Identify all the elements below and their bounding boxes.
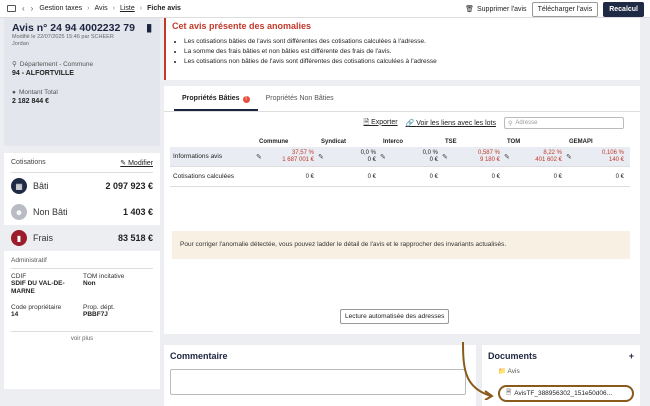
- montant-value: 2 182 844 €: [12, 98, 49, 105]
- lecture-adresses-button[interactable]: Lecture automatisée des adresses: [340, 309, 449, 324]
- edit-pencil-icon[interactable]: ✎: [256, 153, 262, 161]
- export-button[interactable]: 🗎 Exporter: [363, 118, 398, 126]
- file-icon: 🗎: [506, 389, 512, 396]
- breadcrumb-current: Fiche avis: [147, 5, 181, 12]
- column-header: TOM: [507, 138, 521, 145]
- rate: 0,0 %: [422, 149, 438, 156]
- search-placeholder: Adresse: [515, 120, 538, 126]
- cotisations-table: [170, 136, 630, 187]
- address-search-input[interactable]: [504, 117, 624, 129]
- cotisation-value: 83 518 €: [117, 233, 153, 243]
- calc-value: 0 €: [491, 173, 500, 180]
- comment-panel: [164, 345, 476, 406]
- column-header: GEMAPI: [569, 138, 593, 145]
- back-arrow-icon[interactable]: ‹: [22, 4, 25, 13]
- modified-info: Modifié le 22/07/2025 15:46 par SCHEER: [12, 34, 114, 40]
- column-header: Interco: [383, 138, 404, 145]
- cotisation-label: Non Bâti: [33, 207, 68, 217]
- chevron-right-icon: ›: [87, 5, 90, 12]
- building-icon: ▦: [11, 178, 27, 194]
- amount: 140 €: [608, 156, 624, 163]
- rate: 0,0 %: [360, 149, 376, 156]
- cotisation-row-frais: [4, 225, 160, 251]
- cdif-label: CDIF: [11, 273, 27, 280]
- document-icon[interactable]: ▮: [146, 22, 152, 34]
- properties-panel: [164, 86, 640, 334]
- table-row-calculees: [170, 167, 630, 187]
- comment-title: Commentaire: [170, 351, 228, 361]
- sidebar-toggle-icon[interactable]: [7, 5, 16, 12]
- voir-plus-link[interactable]: voir plus: [11, 331, 153, 342]
- edit-pencil-icon[interactable]: ✎: [442, 153, 448, 161]
- download-avis-button[interactable]: Télécharger l'avis: [532, 2, 599, 17]
- breadcrumb-home[interactable]: Gestion taxes: [39, 5, 83, 12]
- modify-label: Modifier: [128, 160, 153, 167]
- file-name: AvisTF_388956302_151e50d06...: [514, 390, 613, 397]
- row-label: Cotisations calculées: [173, 173, 235, 180]
- anomaly-item: • Les cotisations bâties de l'avis sont différentes des cotisations calculées à l'adresse.: [184, 37, 634, 47]
- forward-arrow-icon[interactable]: ›: [30, 4, 34, 13]
- calc-value: 0 €: [367, 173, 376, 180]
- table-row-informations: [170, 147, 630, 167]
- montant-label: Montant Total: [18, 89, 58, 96]
- folder-icon: ▮: [11, 230, 27, 246]
- cotisation-row-bati: [11, 173, 153, 199]
- cotisations-card: [4, 153, 160, 389]
- cotisation-value: 2 097 923 €: [105, 181, 153, 191]
- row-label: Informations avis: [173, 153, 223, 160]
- calc-value: 0 €: [305, 173, 314, 180]
- documents-title: Documents: [488, 351, 538, 361]
- anomaly-help-message: Pour corriger l'anomalie détectée, vous pouvez ladder le détail de l'avis et le rapprocher des invariants actualisés.: [172, 231, 630, 259]
- edit-pencil-icon[interactable]: ✎: [380, 153, 386, 161]
- tom-value: Non: [83, 280, 96, 287]
- calc-value: 0 €: [553, 173, 562, 180]
- voir-liens-link[interactable]: 🔗 Voir les liens avec les lots: [405, 120, 496, 127]
- code-label: Code propriétaire: [11, 304, 62, 311]
- column-header: Commune: [259, 138, 289, 145]
- delete-avis-label: Supprimer l'avis: [476, 5, 527, 13]
- comment-textarea[interactable]: [170, 369, 466, 395]
- avis-title: Avis n° 24 94 4002232 79: [12, 22, 135, 34]
- add-document-button[interactable]: +: [628, 351, 634, 361]
- dept-label: Département - Commune: [19, 60, 94, 68]
- recalcul-button[interactable]: Recalcul: [603, 2, 644, 17]
- chevron-right-icon: ›: [139, 5, 143, 12]
- calc-value: 0 €: [615, 173, 624, 180]
- rate: 8,22 %: [543, 149, 562, 156]
- cotisations-header: Cotisations: [11, 159, 46, 166]
- amount: 401 602 €: [535, 156, 562, 163]
- tab-proprietes-baties[interactable]: [174, 86, 258, 111]
- anomaly-item: • Les cotisations non bâties de l'avis sont différentes des cotisations calculées à l'adresse: [184, 57, 634, 67]
- breadcrumb-avis[interactable]: Avis: [94, 5, 108, 12]
- anomaly-item: • La somme des frais bâties et non bâties est différente des frais de l'avis.: [184, 47, 634, 57]
- column-header: Syndicat: [321, 138, 347, 145]
- rate: 0,587 %: [477, 149, 500, 156]
- location-pin-icon: ⚲: [12, 61, 17, 68]
- amount: 0 €: [367, 156, 376, 163]
- prop-value: PBBF7J: [83, 311, 108, 318]
- anomalies-title: Cet avis présente des anomalies: [172, 21, 312, 31]
- warning-badge: !: [243, 96, 250, 103]
- calc-value: 0 €: [429, 173, 438, 180]
- amount: 9 180 €: [479, 156, 500, 163]
- money-icon: ●: [12, 89, 16, 96]
- folder-avis[interactable]: [498, 367, 634, 375]
- main-area: [164, 18, 640, 334]
- export-label: Exporter: [371, 118, 398, 126]
- admin-header: Administratif: [11, 257, 153, 269]
- tab-label: Propriétés Bâties: [182, 95, 240, 102]
- amount: 0 €: [429, 156, 438, 163]
- tab-proprietes-non-baties[interactable]: Propriétés Non Bâties: [265, 95, 334, 102]
- dept-value: 94 - ALFORTVILLE: [12, 70, 74, 77]
- prop-label: Prop. dépt.: [83, 304, 115, 311]
- folder-icon: 📁: [498, 368, 507, 375]
- annotation-arrow: [455, 340, 495, 400]
- edit-pencil-icon[interactable]: ✎: [566, 153, 572, 161]
- rate: 37,57 %: [291, 149, 314, 156]
- modify-cotisations-link[interactable]: ✎ Modifier: [120, 160, 153, 167]
- edit-pencil-icon[interactable]: ✎: [504, 153, 510, 161]
- document-file-item[interactable]: [498, 385, 634, 402]
- trash-icon: 🗑: [465, 6, 474, 13]
- cotisation-label: Bâti: [33, 181, 49, 191]
- left-column: [4, 18, 160, 389]
- column-header: TSE: [445, 138, 457, 145]
- tom-label: TOM incitative: [83, 273, 125, 280]
- rate: 0,106 %: [601, 149, 624, 156]
- avis-summary-card: [4, 18, 160, 146]
- cotisation-value: 1 403 €: [122, 207, 153, 217]
- cotisation-row-nonbati: [11, 199, 153, 225]
- edit-pencil-icon[interactable]: ✎: [318, 153, 324, 161]
- code-value: 14: [11, 311, 19, 318]
- amount: 1 687 001 €: [282, 156, 314, 163]
- person-icon: ☻: [11, 204, 27, 220]
- modified-by-name: Jordan: [12, 41, 29, 47]
- voir-liens-label: Voir les liens avec les lots: [416, 120, 496, 127]
- delete-avis-button[interactable]: [465, 5, 526, 13]
- folder-label: Avis: [507, 368, 520, 375]
- breadcrumb-liste[interactable]: Liste: [119, 5, 135, 12]
- anomalies-panel: [164, 18, 640, 80]
- top-bar: [0, 0, 650, 18]
- documents-panel: [482, 345, 640, 406]
- breadcrumb: [39, 5, 181, 12]
- search-icon: ⚲: [508, 120, 513, 127]
- chevron-right-icon: ›: [112, 5, 115, 12]
- cdif-value: SDIF DU VAL-DE-MARNE: [11, 280, 65, 295]
- cotisation-label: Frais: [33, 233, 53, 243]
